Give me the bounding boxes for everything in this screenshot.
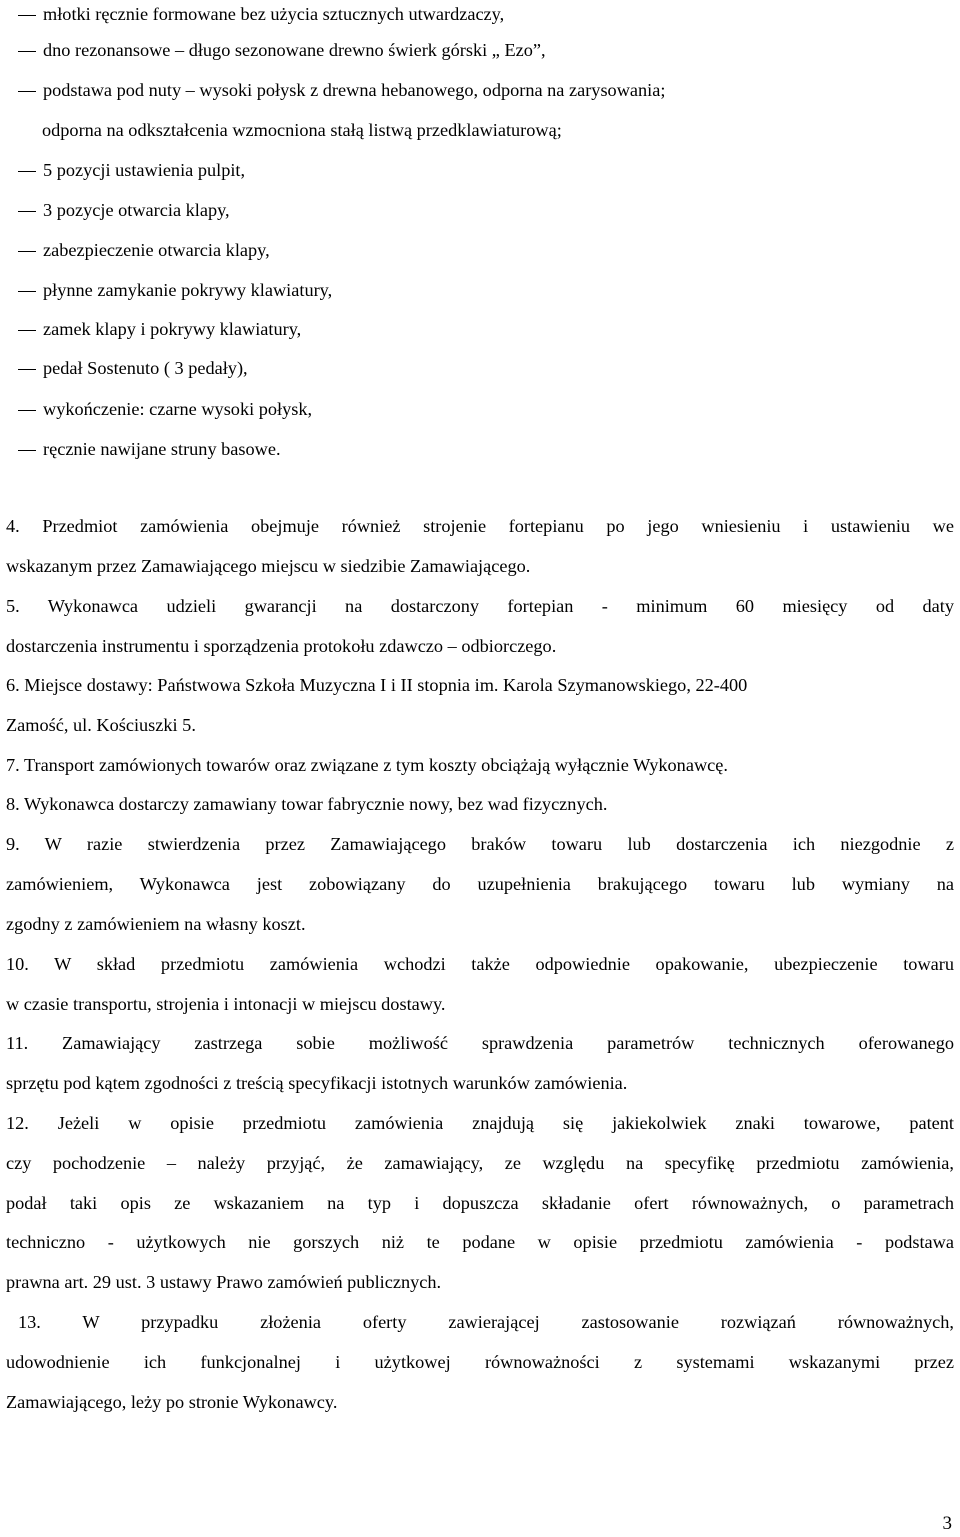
list-item-text: pedał Sostenuto ( 3 pedały), [43,358,248,378]
paragraph-line: podał taki opis ze wskazaniem na typ i dopuszcza składanie ofert równoważnych, o parametrach [6,1192,954,1213]
dash-bullet-icon [18,211,36,212]
list-item-text: podstawa pod nuty – wysoki połysk z drewna hebanowego, odporna na zarysowania; [43,80,666,100]
paragraph-line: 12. Jeżeli w opisie przedmiotu zamówienia znajdują się jakiekolwiek znaki towarowe, patent [6,1113,954,1133]
paragraph-line: 10. W skład przedmiotu zamówienia wchodzi także odpowiednie opakowanie, ubezpieczenie towaru [6,954,954,974]
paragraph-11 [6,1024,954,1104]
list-item [14,276,950,304]
list-item [14,156,950,184]
paragraph-5 [6,587,954,667]
list-item [14,76,950,104]
paragraph-line: zamówieniem, Wykonawca jest zobowiązany do uzupełnienia brakującego towaru lub wymiany na [6,873,954,894]
paragraph-line: techniczno - użytkowych nie gorszych niż te podane w opisie przedmiotu zamówienia - podstawa [6,1232,954,1253]
paragraph-line: 11. Zamawiający zastrzega sobie możliwość sprawdzenia parametrów technicznych oferowanego [6,1033,954,1053]
dash-bullet-icon [18,91,36,92]
list-item-text: 3 pozycje otwarcia klapy, [43,200,230,220]
paragraph-line: w czasie transportu, strojenia i intonacji w miejscu dostawy. [6,993,446,1014]
paragraph-7 [6,746,954,786]
paragraph-line: 5. Wykonawca udzieli gwarancji na dostarczony fortepian - minimum 60 miesięcy od daty [6,596,954,616]
list-item [14,36,950,64]
paragraph-10 [6,945,954,1025]
list-item-text: wykończenie: czarne wysoki połysk, [43,399,313,419]
paragraph-line: Zamawiającego, leży po stronie Wykonawcy. [6,1391,338,1412]
paragraph-line: 7. Transport zamówionych towarów oraz związane z tym koszty obciążają wyłącznie Wykonawcę. [6,755,728,775]
dash-bullet-icon [18,171,36,172]
paragraph-line: 4. Przedmiot zamówienia obejmuje również strojenie fortepianu po jego wniesieniu i ustawieniu we [6,516,954,536]
list-item-text: ręcznie nawijane struny basowe. [43,439,281,459]
list-item-text: młotki ręcznie formowane bez użycia sztucznych utwardzaczy, [43,4,505,24]
paragraph-13-continuation [6,1343,954,1423]
list-item-continuation: odporna na odkształcenia wzmocniona stałą listwą przedklawiaturową; [42,120,562,140]
paragraph-line: 8. Wykonawca dostarczy zamawiany towar fabrycznie nowy, bez wad fizycznych. [6,794,608,814]
paragraph-line: 6. Miejsce dostawy: Państwowa Szkoła Muzyczna I i II stopnia im. Karola Szymanowskiego, 22-400 [6,675,748,695]
dash-bullet-icon [18,369,36,370]
paragraph-8 [6,785,954,825]
paragraph-line: 13. W przypadku złożenia oferty zawierającej zastosowanie rozwiązań równoważnych, [18,1312,954,1332]
list-item [14,435,950,463]
dash-bullet-icon [18,51,36,52]
list-item-text: zabezpieczenie otwarcia klapy, [43,240,270,260]
paragraph-line: prawna art. 29 ust. 3 ustawy Prawo zamówień publicznych. [6,1272,442,1293]
paragraph-12 [6,1104,954,1303]
dash-bullet-icon [18,330,36,331]
paragraph-line: zgodny z zamówieniem na własny koszt. [6,913,306,934]
paragraph-4 [6,507,954,587]
list-item [14,236,950,264]
paragraph-line: sprzętu pod kątem zgodności z treścią specyfikacji istotnych warunków zamówienia. [6,1072,628,1093]
paragraph-line: wskazanym przez Zamawiającego miejscu w siedzibie Zamawiającego. [6,555,531,576]
paragraph-line: dostarczenia instrumentu i sporządzenia protokołu zdawczo – odbiorczego. [6,635,557,656]
paragraph-line: 9. W razie stwierdzenia przez Zamawiającego braków towaru lub dostarczenia ich niezgodnie z [6,834,954,854]
list-item-text: 5 pozycji ustawienia pulpit, [43,160,246,180]
list-item-text: dno rezonansowe – długo sezonowane drewno świerk górski „ Ezo”, [43,40,546,60]
dash-bullet-icon [18,291,36,292]
list-item-text: zamek klapy i pokrywy klawiatury, [43,319,302,339]
list-item [14,315,950,343]
dash-bullet-icon [18,15,36,16]
paragraph-line: udowodnienie ich funkcjonalnej i użytkowej równoważności z systemami wskazanymi przez [6,1352,954,1372]
dash-bullet-icon [18,251,36,252]
paragraph-13 [18,1303,954,1343]
page-number: 3 [942,1513,952,1534]
paragraph-line: Zamość, ul. Kościuszki 5. [6,714,196,735]
list-item [14,354,950,382]
paragraph-9 [6,825,954,944]
list-item [14,395,950,423]
paragraph-6 [6,666,954,746]
paragraph-line: czy pochodzenie – należy przyjąć, że zamawiający, ze względu na specyfikę przedmiotu zamówienia, [6,1152,954,1173]
list-item [14,0,950,28]
list-item-text: płynne zamykanie pokrywy klawiatury, [43,280,333,300]
list-item [14,196,950,224]
dash-bullet-icon [18,450,36,451]
dash-bullet-icon [18,410,36,411]
